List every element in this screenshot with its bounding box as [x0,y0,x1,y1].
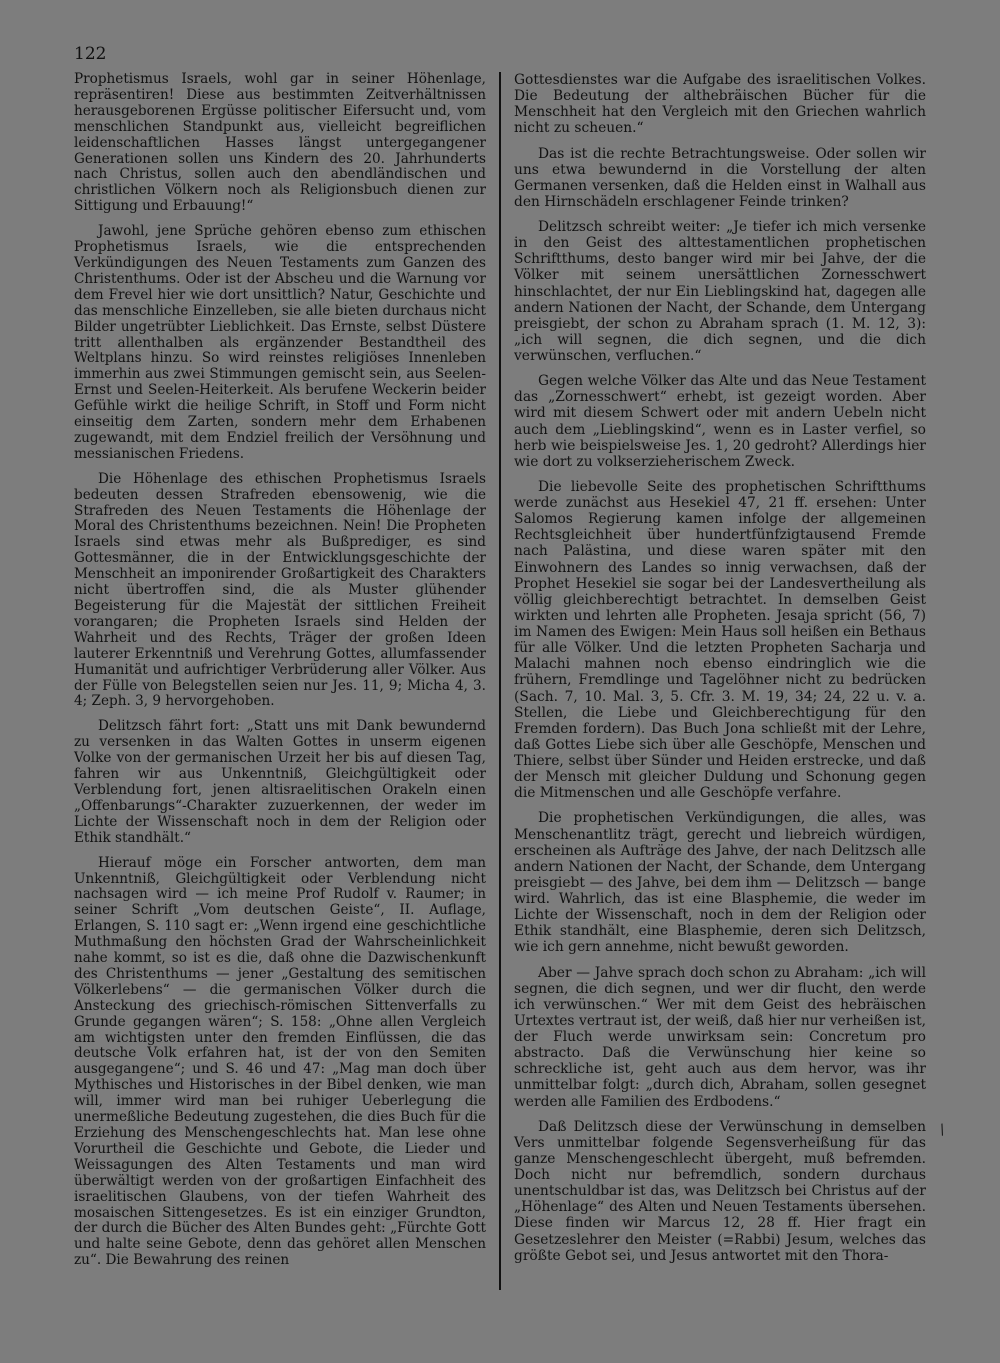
paragraph: Gegen welche Völker das Alte und das Neue Testament das „Zornesschwert“ erhebt, ist gezeigt worden. Aber wird mit diesem Schwert oder mit andern Uebeln nicht auch dem „Lieblingskind“, wenn es in Laster verfiel, so herb wie beispielsweise Jes. 1, 20 gedroht? Allerdings hier wie dort zu volkserzieherischem Zweck. [514,373,926,470]
paragraph: Hierauf möge ein Forscher antworten, dem man Unkenntniß, Gleichgültigkeit oder Verblendung nicht nachsagen wird — ich meine Prof Rudolf v. Raumer; in seiner Schrift „Vom deutschen Geiste“, II. Auflage, Erlangen, S. 110 sagt er: „Wenn irgend eine geschichtliche Muthmaßung den höchsten Grad der Wahrscheinlichkeit nahe kommt, so ist es die, daß ohne die Dazwischenkunft des Christenthums — jener „Gestaltung des semitischen Völkerlebens“ — die germanischen Völker durch die Ansteckung des griechisch-römischen Sittenverfalls zu Grunde gegangen wären“; S. 158: „Ohne allen Vergleich am wichtigsten unter den fremden Einflüssen, die das deutsche Volk erfahren hat, ist der von den Semiten ausgegangene“; und S. 46 und 47: „Mag man doch über Mythisches und Historisches in der Bibel denken, wie man will, immer wird man bei ruhiger Ueberlegung die unermeßliche Bedeutung zugestehen, die dies Buch für die Erziehung des Menschengeschlechts hat. Man lese ohne Vorurtheil die Geschichte und Gebote, die Lieder und Weissagungen des Alten Testaments und man wird überwältigt werden von der großartigen Einfachheit des israelitischen Glaubens, von der tiefen Wahrheit des mosaischen Sittengesetzes. Es ist ein einziger Grundton, der durch die Bücher des Alten Bundes geht: „Fürchte Gott und halte seine Gebote, denn das gehöret allen Menschen zu“. Die Bewahrung des reinen [74,854,486,1269]
right-column [514,72,926,1273]
paragraph: Prophetismus Israels, wohl gar in seiner Höhenlage, repräsentiren! Diese aus bestimmten Zeitverhältnissen herausgeborenen Ergüsse politischer Eifersucht und, vom menschlichen Standpunkt aus, vielleicht begreiflichen leidenschaftlichen Hasses längst untergegangener Generationen sollen uns Kindern des 20. Jahrhunderts nach Christus, sollen auch den abendländischen und christlichen Völkern noch als Religionsbuch dienen zur Sittigung und Erbauung!“ [74,71,486,215]
paragraph: Aber — Jahve sprach doch schon zu Abraham: „ich will segnen, die dich segnen, und wer dir flucht, den werde ich verwünschen.“ Wer mit dem Geist des hebräischen Urtextes vertraut ist, der weiß, daß hier nur verheißen ist, der Fluch werde unwirksam sein: Concretum pro abstracto. Daß die Verwünschung hier keine so schreckliche ist, geht auch aus dem hervor, was ihr unmittelbar folgt: „durch dich, Abraham, sollen gesegnet werden alle Familien des Erdbodens.“ [514,964,926,1110]
pencil-mark-icon: / [937,1121,948,1139]
paragraph: Die prophetischen Verkündigungen, die alles, was Menschenantlitz trägt, gerecht und liebreich würdigen, erscheinen als Aufträge des Jahve, der nach Delitzsch alle andern Nationen der Nacht, der Schande, dem Untergang preisgiebt — des Jahve, bei dem ihm — Delitzsch — bange wird. Wahrlich, das ist eine Blasphemie, die weder im Lichte der Wissenschaft, noch in dem der Religion oder Ethik standhält, eine Blasphemie, deren sich Delitzsch, wie ich gern annehme, nicht bewußt geworden. [514,810,926,956]
paragraph: Delitzsch fährt fort: „Statt uns mit Dank bewundernd zu versenken in das Walten Gottes in unserm eigenen Volke von der germanischen Urzeit her bis auf diesen Tag, fahren wir aus Unkenntniß, Gleichgültigkeit oder Verblendung fort, jenen altisraelitischen Orakeln einen „Offenbarungs“-Charakter zuzuerkennen, der weder im Lichte der Wissenschaft noch in dem der Religion oder Ethik standhält.“ [74,718,486,846]
paragraph: Gottesdienstes war die Aufgabe des israelitischen Volkes. Die Bedeutung der althebräischen Bücher für die Menschheit hat den Vergleich mit den Griechen wahrlich nicht zu scheuen.“ [514,72,926,137]
paragraph: Die Höhenlage des ethischen Prophetismus Israels bedeuten dessen Strafreden ebensowenig, wie die Strafreden des Neuen Testaments die Höhenlage der Moral des Christenthums bezeichnen. Nein! Die Propheten Israels sind etwas mehr als Bußprediger, es sind Gottesmänner, die in der Entwicklungsgeschichte der Menschheit an imponirender Großartigkeit des Charakters nicht übertroffen sind, die als Muster glühender Begeisterung für die Majestät der sittlichen Freiheit vorangaren; die Propheten Israels sind Helden der Wahrheit und des Rechts, Träger der großen Ideen lauterer Erkenntniß und Verehrung Gottes, allumfassender Humanität und aufrichtiger Verbrüderung aller Völker. Aus der Fülle von Belegstellen seien nur Jes. 11, 9; Micha 4, 3. 4; Zeph. 3, 9 hervorgehoben. [74,470,486,710]
paragraph: Jawohl, jene Sprüche gehören ebenso zum ethischen Prophetismus Israels, wie die entsprechenden Verkündigungen des Neuen Testaments zum Ganzen des Christenthums. Oder ist der Abscheu und die Warnung vor dem Frevel hier wie dort unsittlich? Natur, Geschichte und das menschliche Einzelleben, sie alle bieten durchaus nicht Bilder ungetrübter Lieblichkeit. Das Ernste, selbst Düstere tritt allenthalben als ergänzender Bestandtheil des Weltplans hinzu. So wird reinstes religiöses Innenleben immerhin aus zwei Stimmungen gemischt sein, aus Seelen-Ernst und Seelen-Heiterkeit. Als berufene Weckerin beider Gefühle wirkt die heilige Schrift, in Stoff und Form nicht einseitig dem Zarten, sondern mehr dem Erhabenen zugewandt, mit dem Endziel freilich der Versöhnung und messianischen Friedens. [74,223,486,462]
paragraph: Die liebevolle Seite des prophetischen Schriftthums werde zunächst aus Hesekiel 47, 21 ff. ersehen: Unter Salomos Regierung kamen infolge der allgemeinen Rechtsgleichheit über hundertfünfzigtausend Fremde nach Palästina, und diese waren später mit den Einwohnern des Landes so innig verwachsen, daß der Prophet Hesekiel sie sogar bei der Landesvertheilung als völlig gleichberechtigt betrachtet. In demselben Geist wirkten und lehrten alle Propheten. Jesaja spricht (56, 7) im Namen des Ewigen: Mein Haus soll heißen ein Bethaus für alle Völker. Und die letzten Propheten Sacharja und Malachi mahnen noch ebenso eindringlich wie die frühern, Fremdlinge und Tagelöhner nicht zu bedrücken (Sach. 7, 10. Mal. 3, 5. Cfr. 3. M. 19, 34; 24, 22 u. v. a. Stellen, die Liebe und Gleichberechtigung für den Fremden fordern). Das Buch Jona schließt mit der Lehre, daß Gottes Liebe sich über alle Geschöpfe, Menschen und Thiere, selbst über Sünder und Heiden erstrecke, und daß der Mensch mit gleicher Duldung und Schonung gegen die Mitmenschen und alle Geschöpfe verfahre. [514,478,926,802]
page-number: 122 [74,44,107,64]
column-divider [499,72,501,1290]
paragraph: Daß Delitzsch diese der Verwünschung in demselben Vers unmittelbar folgende Segensverheißung für das ganze Menschengeschlecht übergeht, muß befremden. Doch nicht nur befremdlich, sondern durchaus unentschuldbar ist das, was Delitzsch bei Christus auf der „Höhenlage“ des Alten und Neuen Testaments übersehen. Diese finden wir Marcus 12, 28 ff. Hier fragt ein Gesetzeslehrer den Meister (=Rabbi) Jesum, welches das größte Gebot sei, und Jesus antwortet mit den Thora- [514,1118,926,1264]
paragraph: Delitzsch schreibt weiter: „Je tiefer ich mich versenke in den Geist des alttestamentlichen prophetischen Schriftthums, desto banger wird mir bei Jahve, der die Völker mit seinem unersättlichen Zornesschwert hinschlachtet, der nur Ein Lieblingskind hat, dagegen alle andern Nationen der Nacht, der Schande, dem Untergang preisgiebt, der schon zu Abraham sprach (1. M. 12, 3): „ich will segnen, die dich segnen, und die dich verwünschen, verfluchen.“ [514,219,926,364]
paragraph: Das ist die rechte Betrachtungsweise. Oder sollen wir uns etwa bewundernd in die Vorstellung der alten Germanen versenken, daß die Helden einst in Walhall aus den Hirnschädeln erschlagener Feinde trinken? [514,145,926,210]
left-column [74,72,486,1278]
